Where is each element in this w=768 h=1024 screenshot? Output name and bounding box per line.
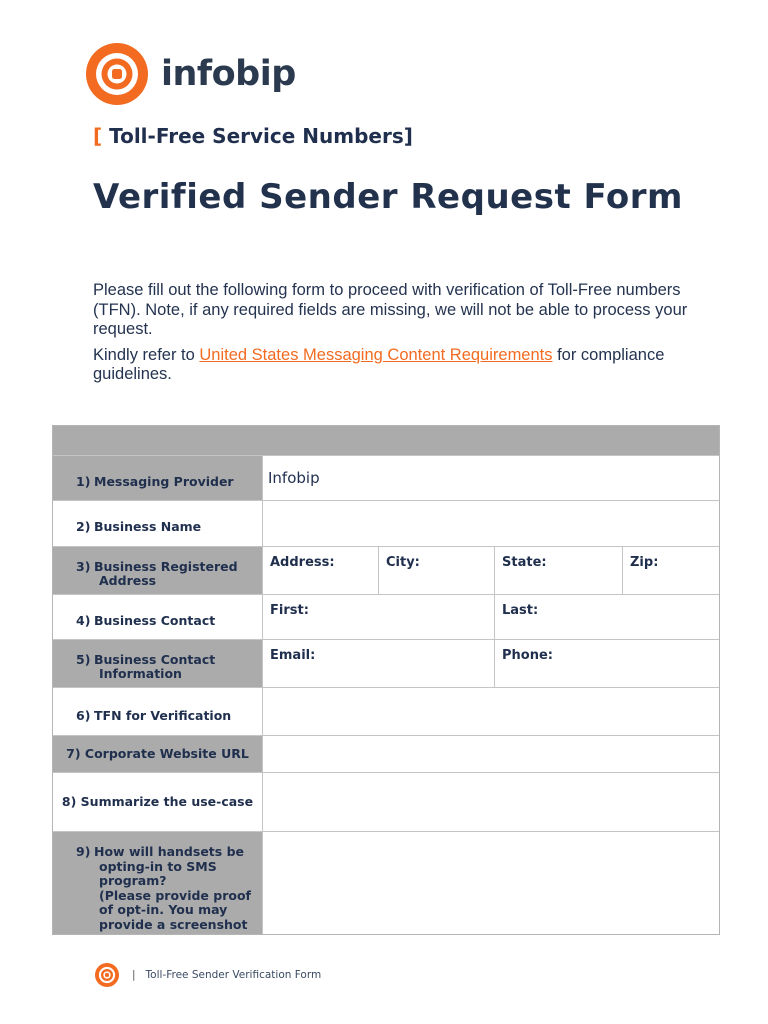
website-url-field[interactable] bbox=[263, 736, 719, 772]
row-label bbox=[53, 547, 263, 594]
row-number: 9) bbox=[76, 844, 91, 859]
row-label-text: 8) Summarize the use-case bbox=[61, 793, 254, 809]
row-label-text: Messaging Provider bbox=[94, 474, 234, 489]
row-label-text: Business Registered bbox=[94, 559, 238, 574]
content-requirements-link[interactable]: United States Messaging Content Requirements bbox=[199, 345, 553, 364]
section-title-text: Toll-Free Service Numbers] bbox=[102, 124, 413, 148]
infobip-logo bbox=[86, 43, 296, 105]
row-label bbox=[53, 773, 263, 831]
row-label bbox=[53, 501, 263, 546]
page-footer bbox=[95, 963, 321, 987]
row-label-text: 7) Corporate Website URL bbox=[66, 745, 249, 761]
row-label bbox=[53, 595, 263, 639]
section-title bbox=[93, 124, 413, 148]
row-number: 3) bbox=[76, 559, 91, 574]
row-label bbox=[53, 688, 263, 735]
row-label-text: of opt-in. You may bbox=[99, 902, 228, 917]
intro-text-after: for compliance guidelines. bbox=[93, 345, 665, 383]
row-label-text: Business Name bbox=[94, 519, 202, 534]
business-name-field[interactable] bbox=[263, 501, 719, 546]
use-case-field[interactable] bbox=[263, 773, 719, 831]
field-placeholder: Address: bbox=[270, 555, 335, 570]
row-number: 4) bbox=[76, 613, 91, 628]
row-number: 1) bbox=[76, 474, 91, 489]
email-field[interactable] bbox=[263, 640, 495, 687]
table-row bbox=[53, 500, 719, 546]
row-label-text: Information bbox=[99, 666, 182, 681]
field-placeholder: First: bbox=[270, 603, 309, 618]
verification-form bbox=[52, 425, 720, 935]
table-row bbox=[53, 831, 719, 934]
intro-paragraph: Please fill out the following form to proceed with verification of Toll-Free numbers (TFN). Note, if any required fields are missing, we will not be able to process your request. bbox=[93, 281, 688, 338]
field-placeholder: Zip: bbox=[630, 555, 659, 570]
city-field[interactable] bbox=[379, 547, 495, 594]
field-placeholder: Email: bbox=[270, 648, 316, 663]
tfn-field[interactable] bbox=[263, 688, 719, 735]
table-row bbox=[53, 455, 719, 500]
row-number: 6) bbox=[76, 708, 91, 723]
form-header-bar bbox=[53, 426, 719, 455]
row-label-text: How will handsets be bbox=[94, 844, 244, 859]
field-placeholder: Last: bbox=[502, 603, 539, 618]
row-label bbox=[53, 832, 263, 934]
table-row bbox=[53, 546, 719, 594]
page-title: Verified Sender Request Form bbox=[93, 177, 683, 217]
phone-field[interactable] bbox=[495, 640, 719, 687]
table-row bbox=[53, 594, 719, 639]
address-field[interactable] bbox=[263, 547, 379, 594]
opt-in-field[interactable] bbox=[263, 832, 719, 934]
infobip-logo-icon bbox=[86, 43, 148, 105]
state-field[interactable] bbox=[495, 547, 623, 594]
messaging-provider-field[interactable] bbox=[263, 456, 719, 500]
row-label-text: provide a screenshot bbox=[99, 916, 248, 932]
field-placeholder: Phone: bbox=[502, 648, 553, 663]
field-placeholder: City: bbox=[386, 555, 420, 570]
messaging-provider-value: Infobip bbox=[268, 469, 320, 487]
brand-name: infobip bbox=[161, 53, 296, 94]
intro-paragraph-link bbox=[93, 346, 693, 385]
row-label-text: Address bbox=[99, 573, 157, 588]
row-label bbox=[53, 640, 263, 687]
row-label bbox=[53, 456, 263, 500]
row-number: 2) bbox=[76, 519, 91, 534]
row-label-text: opting-in to SMS bbox=[99, 858, 217, 874]
last-name-field[interactable] bbox=[495, 595, 719, 639]
intro-text bbox=[93, 281, 693, 391]
table-row bbox=[53, 772, 719, 831]
table-row bbox=[53, 687, 719, 735]
footer-text: Toll-Free Sender Verification Form bbox=[145, 969, 322, 981]
row-label-text: (Please provide proof bbox=[99, 887, 251, 903]
intro-text-before: Kindly refer to bbox=[93, 345, 200, 364]
row-label-text: Business Contact bbox=[94, 652, 216, 667]
first-name-field[interactable] bbox=[263, 595, 495, 639]
row-number: 5) bbox=[76, 652, 91, 667]
footer-separator: | bbox=[132, 969, 136, 981]
row-label-text: TFN for Verification bbox=[94, 708, 232, 723]
row-label-text: program? bbox=[99, 873, 167, 888]
zip-field[interactable] bbox=[623, 547, 719, 594]
row-label bbox=[53, 736, 263, 772]
infobip-footer-icon bbox=[95, 963, 119, 987]
field-placeholder: State: bbox=[502, 555, 547, 570]
table-row bbox=[53, 639, 719, 687]
row-label-text: Business Contact bbox=[94, 613, 216, 628]
table-row bbox=[53, 735, 719, 772]
section-bracket: [ bbox=[93, 124, 103, 148]
